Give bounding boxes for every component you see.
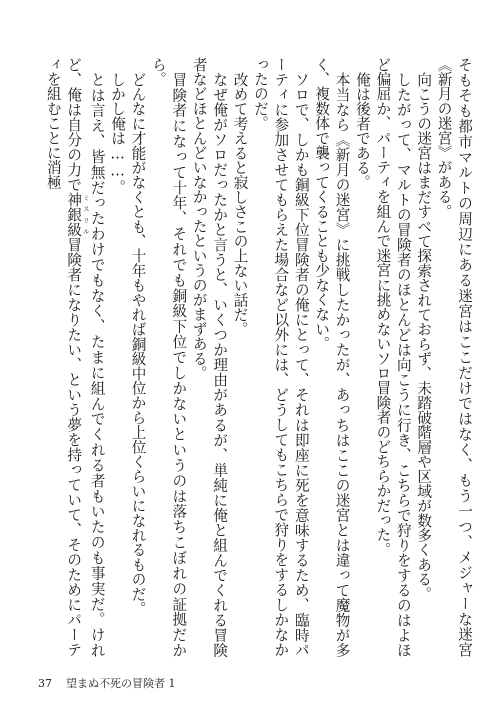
ruby-reading: ミスリル [81, 192, 90, 237]
paragraph-4: 俺は後者である。 [353, 71, 371, 190]
paragraph-7: 改めて考えると寂しさこの上ない話だ。 [231, 71, 249, 337]
paragraph-11: しかし俺は……。 [109, 71, 127, 194]
book-title: 望まぬ不死の冒険者 1 [66, 677, 176, 690]
paragraph-12-lead: とは言え、皆無だったわけでもなく、たまに組んでくれる者もいたのも事実だ。けれど、俺は自分の力で神銀級 ミスリル [65, 57, 106, 657]
paragraph-10: どんなに才能がなくとも、十年もやれば銅級中位から上位くらいになれるものだ。 [129, 71, 147, 616]
paragraph-6: ソロで、しかも銅級下位冒険者の俺にとって、それは即座に死を意味するため、臨時パーティに参加させてもらえた場合など以外には、どうしてもこちらで狩りをするしかなかったのだ。 [251, 57, 310, 657]
paragraph-3: したがって、マルトの冒険者のほとんどは向こうに行き、こちらで狩りをするのはよほど偏屈か、パーティを組んで迷宮に挑めないソロ冒険者のどちらかだった。 [374, 57, 412, 657]
page-number: 37 [38, 677, 52, 690]
ruby-annotated-word: 神銀級 ミスリル [65, 192, 90, 238]
vertical-text-body [32, 57, 474, 657]
paragraph-12 [42, 57, 106, 657]
paragraph-1: そもそも都市マルトの周辺にある迷宮はここだけではなく、もう一つ、メジャーな迷宮《新月の迷宮》がある。 [435, 57, 473, 657]
page-footer [38, 675, 176, 691]
paragraph-8: なぜ俺がソロだったかと言うと、いくつか理由があるが、単純に俺と組んでくれる冒険者などほとんどいなかったというのがまずある。 [190, 57, 229, 657]
paragraph-12-tail: 冒険者になりたい、という夢を持っていて、そのためにパーティを組むことに消極 [44, 57, 83, 657]
paragraph-2: 向こうの迷宮はまだすべて探索されておらず、未踏破階層や区域が数多くある。 [415, 71, 433, 601]
paragraph-9: 冒険者になって十年、それでも銅級下位でしかないというのは落ちこぼれの証拠だから。 [149, 57, 188, 657]
paragraph-5: 本当なら《新月の迷宮》に挑戦したかったが、あっちはここの迷宮とは違って魔物が多く、複数体で襲ってくることも少なくない。 [313, 57, 351, 657]
